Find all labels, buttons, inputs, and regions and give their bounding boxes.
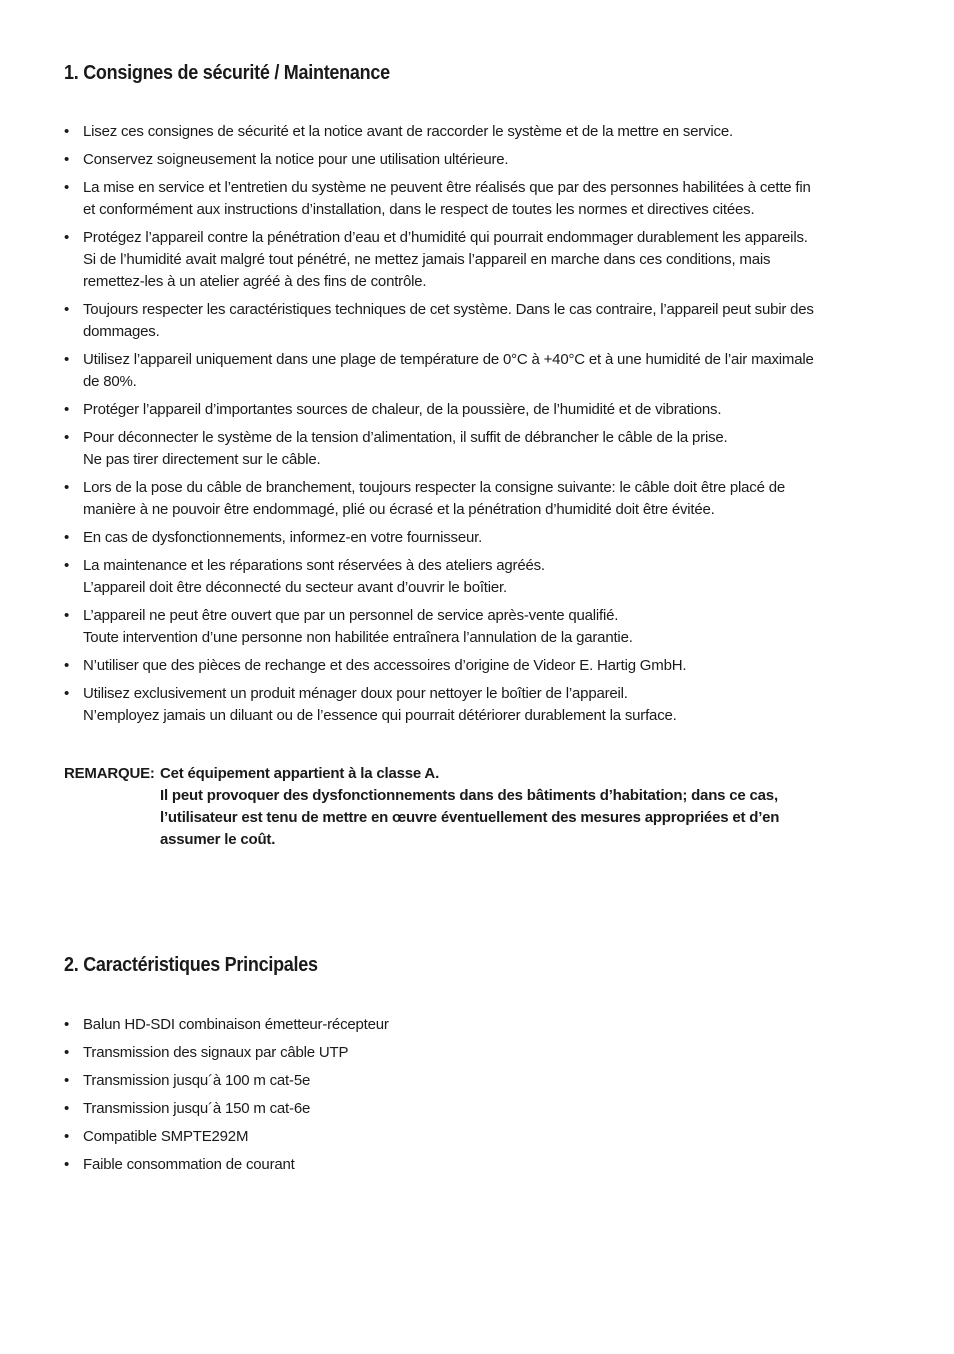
list-item-text: Lisez ces consignes de sécurité et la notice avant de raccorder le système et de la mettre en service.	[83, 123, 733, 140]
list-item	[64, 399, 864, 421]
list-item	[64, 299, 864, 343]
list-item	[64, 655, 864, 677]
bullet-glyph: •	[64, 401, 70, 418]
list-item-text: Transmission jusqu´à 150 m cat-6e	[83, 1100, 311, 1117]
list-item-text: Utilisez l’appareil uniquement dans une plage de température de 0°C à +40°C et à une humidité de l’air maximale de 80%.	[83, 351, 814, 390]
list-item	[64, 477, 864, 521]
section-title-features: 2. Caractéristiques Principales	[64, 954, 318, 976]
list-item	[64, 427, 864, 471]
bullet-glyph: •	[64, 1156, 70, 1173]
list-item	[64, 149, 864, 171]
list-item-text: La maintenance et les réparations sont réservées à des ateliers agréés. L’appareil doit être déconnecté du secteur avant d’ouvrir le boîtier.	[83, 557, 545, 596]
remark-note	[64, 763, 864, 851]
remark-text: Cet équipement appartient à la classe A. Il peut provoquer des dysfonctionnements dans des bâtiments d’habitation; dans ce cas, l’utilisateur est tenu de mettre en œuvre éventuellement des mesures appropriées et d’en assumer le coût.	[160, 765, 780, 848]
list-item	[64, 1042, 864, 1064]
bullet-glyph: •	[64, 151, 70, 168]
bullet-glyph: •	[64, 685, 70, 702]
list-item	[64, 349, 864, 393]
bullet-glyph: •	[64, 1044, 70, 1061]
section-title-safety: 1. Consignes de sécurité / Maintenance	[64, 62, 390, 84]
list-item	[64, 121, 864, 143]
list-item-text: N’utiliser que des pièces de rechange et des accessoires d’origine de Videor E. Hartig GmbH.	[83, 657, 687, 674]
remark-label: REMARQUE:	[64, 765, 155, 782]
list-item-text: Protégez l’appareil contre la pénétration d’eau et d’humidité qui pourrait endommager durablement les appareils. Si de l’humidité avait malgré tout pénétré, ne mettez jamais l’appareil en marche dans ces conditions, mais remettez-les à un atelier agréé à des fins de contrôle.	[83, 229, 808, 290]
list-item	[64, 1154, 864, 1176]
list-item	[64, 1070, 864, 1092]
list-item-text: Protéger l’appareil d’importantes sources de chaleur, de la poussière, de l’humidité et de vibrations.	[83, 401, 722, 418]
list-item	[64, 527, 864, 549]
bullet-glyph: •	[64, 529, 70, 546]
list-item	[64, 605, 864, 649]
bullet-glyph: •	[64, 429, 70, 446]
bullet-glyph: •	[64, 351, 70, 368]
list-item-text: En cas de dysfonctionnements, informez-en votre fournisseur.	[83, 529, 483, 546]
list-item-text: Transmission jusqu´à 100 m cat-5e	[83, 1072, 311, 1089]
list-item-text: Toujours respecter les caractéristiques techniques de cet système. Dans le cas contraire, l’appareil peut subir des dommages.	[83, 301, 814, 340]
bullet-glyph: •	[64, 607, 70, 624]
list-item	[64, 227, 864, 293]
list-item-text: Utilisez exclusivement un produit ménager doux pour nettoyer le boîtier de l’appareil. N’employez jamais un diluant ou de l’essence qui pourrait détériorer durablement la surface.	[83, 685, 677, 724]
list-item	[64, 683, 864, 727]
list-item-text: Faible consommation de courant	[83, 1156, 295, 1173]
bullet-glyph: •	[64, 479, 70, 496]
bullet-glyph: •	[64, 557, 70, 574]
bullet-glyph: •	[64, 179, 70, 196]
bullet-glyph: •	[64, 1128, 70, 1145]
bullet-glyph: •	[64, 1072, 70, 1089]
bullet-glyph: •	[64, 229, 70, 246]
list-item	[64, 1098, 864, 1120]
list-item-text: Transmission des signaux par câble UTP	[83, 1044, 349, 1061]
bullet-glyph: •	[64, 1100, 70, 1117]
list-item-text: La mise en service et l’entretien du système ne peuvent être réalisés que par des personnes habilitées à cette fin et conformément aux instructions d’installation, dans le respect de toutes les normes et directives citées.	[83, 179, 811, 218]
list-item	[64, 1014, 864, 1036]
list-item	[64, 555, 864, 599]
list-item-text: Balun HD-SDI combinaison émetteur-récepteur	[83, 1016, 389, 1033]
list-item	[64, 1126, 864, 1148]
bullet-glyph: •	[64, 657, 70, 674]
list-item-text: Compatible SMPTE292M	[83, 1128, 249, 1145]
features-bullet-list	[64, 1014, 864, 1182]
list-item-text: L’appareil ne peut être ouvert que par un personnel de service après-vente qualifié. Toute intervention d’une personne non habilitée entraînera l’annulation de la garantie.	[83, 607, 633, 646]
list-item-text: Conservez soigneusement la notice pour une utilisation ultérieure.	[83, 151, 509, 168]
list-item-text: Pour déconnecter le système de la tension d’alimentation, il suffit de débrancher le câble de la prise. Ne pas tirer directement sur le câble.	[83, 429, 728, 468]
safety-bullet-list	[64, 121, 864, 733]
bullet-glyph: •	[64, 1016, 70, 1033]
list-item	[64, 177, 864, 221]
bullet-glyph: •	[64, 123, 70, 140]
bullet-glyph: •	[64, 301, 70, 318]
list-item-text: Lors de la pose du câble de branchement, toujours respecter la consigne suivante: le câble doit être placé de manière à ne pouvoir être endommagé, plié ou écrasé et la pénétration d’humidité doit être évitée.	[83, 479, 785, 518]
